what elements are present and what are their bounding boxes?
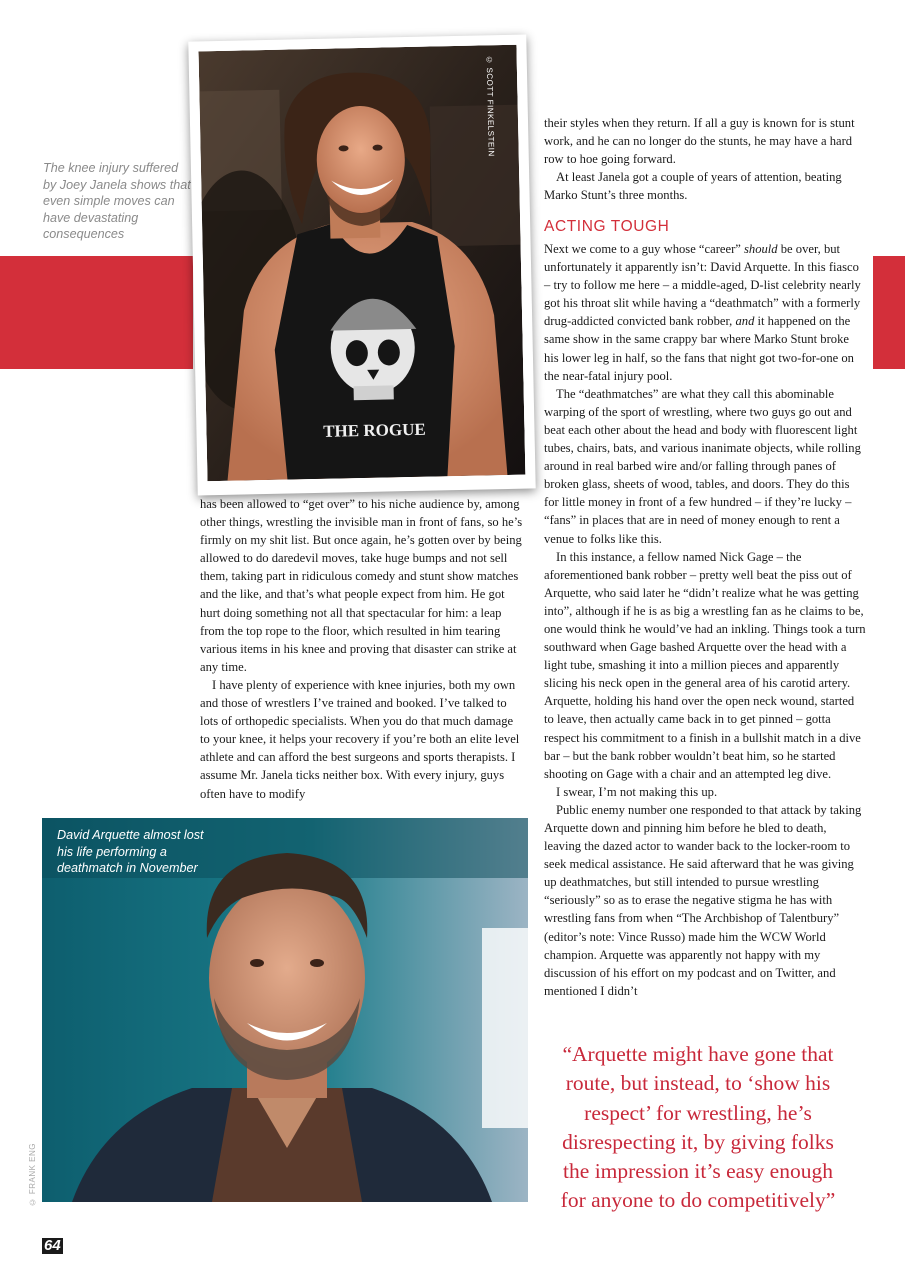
article-column-right-top bbox=[544, 114, 866, 204]
article-column-right-main bbox=[544, 240, 866, 1000]
paragraph: The “deathmatches” are what they call this abominable warping of the sport of wrestling, where two guys go out and beat each other about the head and body with fluorescent light tubes, chairs, bats, and various inanimate objects, while rolling around in real barbed wire and/or falling through panes of broken glass, sheets of wood, tables, and doors. They do this for little money in front of a few hundred – if they’re lucky – “fans” in places that are in need of money enough to rent a venue to folks like this. bbox=[544, 386, 861, 546]
paragraph: their styles when they return. If all a guy is known for is stunt work, and he can no longer do the stunts, he may have a hard row to hoe going forward. bbox=[544, 116, 855, 167]
photo-joey-janela bbox=[198, 45, 525, 482]
photo-caption-top: The knee injury suffered by Joey Janela shows that even simple moves can have devastating consequences bbox=[43, 161, 191, 242]
photo-caption-bottom: David Arquette almost lost his life performing a deathmatch in November bbox=[57, 828, 204, 876]
photo-credit-top: © SCOTT FINKELSTEIN bbox=[484, 55, 496, 157]
accent-bar-right bbox=[873, 256, 905, 369]
paragraph: I have plenty of experience with knee injuries, both my own and those of wrestlers I’ve trained and booked. I’ve talked to lots of orthopedic specialists. When you do that much damage to your knee, it helps your recovery if you’re both an elite level athlete and can afford the best surgeons and sports therapists. I assume Mr. Janela ticks neither box. With every injury, guys often have to modify bbox=[200, 677, 520, 801]
wrestler-photo-illustration bbox=[198, 45, 525, 482]
paragraph: Next we come to a guy whose “career” should be over, but unfortunately it apparently isn’t: David Arquette. In this fiasco – try to follow me here – a middle-aged, D-list celebrity nearly got his throat slit while having a “deathmatch” with a formerly drug-addicted convicted bank robber, and it happened on the same show in the same crappy bar where Marko Stunt broke his lower leg in half, so the fans that night got two-for-one on the near-fatal injury pool. bbox=[544, 242, 861, 383]
accent-bar-left bbox=[0, 256, 193, 369]
article-column-middle bbox=[200, 495, 524, 803]
paragraph: has been allowed to “get over” to his niche audience by, among other things, wrestling the invisible man in front of fans, so he’s firmly on my shit list. But once again, he’s gotten over by being allowed to do daredevil moves, take huge bumps and not sell them, taking part in ridiculous comedy and stunt show matches and the like, and that’s what people expect from him. He got hurt doing something not all that spectacular for him: a leap from the top rope to the floor, which resulted in him tearing various items in his knee and proving that disaster can strike at any time. bbox=[200, 497, 523, 674]
photo-credit-bottom: © FRANK ENG bbox=[28, 1143, 37, 1207]
page-number: 64 bbox=[44, 1237, 61, 1254]
paragraph: Public enemy number one responded to that attack by taking Arquette down and pinning him before he bled to death, leaving the dazed actor to wander back to the locker-room to seek medical assistance. He said afterward that he was giving up deathmatches, but still intended to pursue wrestling “seriously” so as to erase the negative stigma he has with wrestling fans from when “The Archbishop of Talentbury” (editor’s note: Vince Russo) made him the WCW World champion. Arquette was apparently not happy with my discussion of his effort on my podcast and on Twitter, and mentioned I didn’t bbox=[544, 802, 862, 998]
section-heading: ACTING TOUGH bbox=[544, 218, 670, 235]
paragraph: I swear, I’m not making this up. bbox=[556, 784, 718, 799]
photo-joey-janela-frame bbox=[188, 35, 535, 496]
paragraph: In this instance, a fellow named Nick Gage – the aforementioned bank robber – pretty well beat the piss out of Arquette, who said later he “didn’t realize what he was getting into”, although if he is as big a wrestling fan as he claims to be, one would think he would’ve had an inkling. Things took a turn southward when Gage bashed Arquette over the head with a light tube, smashing it into a million pieces and apparently slicing his neck open in the general area of his carotid artery. Arquette, holding his hand over the open neck wound, started to leave, then actually came back in to get pinned – gotta respect his commitment to a finish in a bullshit match in a dive bar – but the bank robber wouldn’t beat him, so he started shooting on Gage with a chair and an attempted leg dive. bbox=[544, 549, 866, 781]
paragraph: At least Janela got a couple of years of attention, beating Marko Stunt’s three months. bbox=[544, 170, 842, 203]
pull-quote: “Arquette might have gone that route, but instead, to ‘show his respect’ for wrestling, he’s disrespecting it, by giving folks the impression it’s easy enough for anyone to do competitively” bbox=[560, 1042, 836, 1213]
shirt-text: THE ROGUE bbox=[323, 419, 426, 441]
